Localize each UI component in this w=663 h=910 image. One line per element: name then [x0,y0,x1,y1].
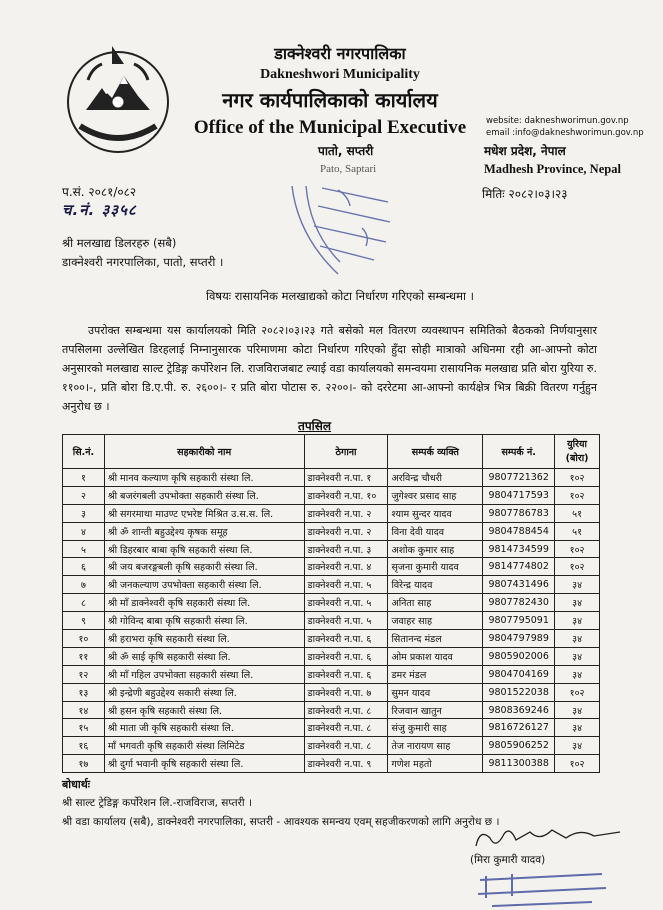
cell-contact-number: 9808369246 [483,701,555,719]
cell-urea: ३४ [555,647,600,665]
cell-contact-number: 9807786783 [483,504,555,522]
table-row [63,755,600,773]
cell-urea: ३४ [555,737,600,755]
cell-urea: ३४ [555,594,600,612]
cell-sn: ९ [63,612,105,630]
cell-contact-person: अनिता साह [388,594,483,612]
cell-contact-person: सृजना कुमारी यादव [388,558,483,576]
cell-address: डाक्नेश्वरी न.पा. ४ [304,558,388,576]
cell-cooperative-name: श्री इन्द्रेणी बहुउद्देश्य सकारी संस्था लि. [104,683,304,701]
cell-contact-number: 9805906252 [483,737,555,755]
nepal-emblem-icon [62,40,174,158]
cell-contact-person: रिजवान खातुन [388,701,483,719]
cell-sn: १० [63,630,105,648]
cc-line-1: श्री साल्ट ट्रेडिङ्ग कर्पोरेशन लि.-राजविराज, सप्तरी । [62,797,252,809]
cell-sn: ५ [63,540,105,558]
cell-sn: ४ [63,522,105,540]
place-en: Pato, Saptari [320,163,377,175]
header-urea: युरिया (बोरा) [555,435,600,469]
cell-contact-person: जुगेश्वर प्रसाद साह [388,486,483,504]
cc-line-2: श्री वडा कार्यालय (सबै), डाक्नेश्वरी नगरपालिका, सप्तरी - आवश्यक समन्वय एवम् सहजीकरणको लागि अनुरोध छ । [62,816,500,828]
cell-contact-number: 9804704169 [483,665,555,683]
cell-address: डाक्नेश्वरी न.पा. १० [304,486,388,504]
cell-contact-number: 9816726127 [483,719,555,737]
cell-contact-number: 9814734599 [483,540,555,558]
place-ne: पातो, सप्तरी [318,144,374,158]
cell-sn: १३ [63,683,105,701]
cell-contact-person: विरेन्द्र यादव [388,576,483,594]
dispatch-number: च.नं. ३३५८ [62,201,137,219]
cell-sn: २ [63,486,105,504]
cell-contact-number: 9807782430 [483,594,555,612]
cell-urea: ५१ [555,504,600,522]
cell-sn: ७ [63,576,105,594]
office-name-ne: नगर कार्यपालिकाको कार्यालय [222,88,438,112]
table-row [63,576,600,594]
table-header-row [63,435,600,469]
province-ne: मधेश प्रदेश, नेपाल [484,144,566,158]
name-stamp-icon [472,868,612,910]
cell-cooperative-name: श्री डिहरबार बाबा कृषि सहकारी संस्था लि. [104,540,304,558]
cell-address: डाक्नेश्वरी न.पा. ६ [304,630,388,648]
cell-contact-number: 9804788454 [483,522,555,540]
table-row [63,719,600,737]
signer-name: (मिरा कुमारी यादव) [470,854,546,866]
cell-address: डाक्नेश्वरी न.पा. ९ [304,755,388,773]
cell-urea: १०२ [555,486,600,504]
cell-contact-number: 9811300388 [483,755,555,773]
cell-contact-number: 9807795091 [483,612,555,630]
cell-contact-person: तेज नारायण साह [388,737,483,755]
cell-cooperative-name: श्री गोविन्द बाबा कृषि सहकारी संस्था लि. [104,612,304,630]
table-row [63,558,600,576]
cell-contact-person: डमर मंडल [388,665,483,683]
cell-address: डाक्नेश्वरी न.पा. ६ [304,665,388,683]
office-stamp-icon [278,176,404,284]
cell-urea: ३४ [555,665,600,683]
cell-cooperative-name: श्री जय बजरङ्गबली कृषि सहकारी संस्था लि. [104,558,304,576]
cell-contact-number: 9807431496 [483,576,555,594]
cell-urea: ३४ [555,701,600,719]
cell-urea: १०२ [555,540,600,558]
table-row [63,522,600,540]
cell-urea: ३४ [555,630,600,648]
header-cooperative-name: सहकारीको नाम [104,435,304,469]
cell-urea: ३४ [555,719,600,737]
cell-contact-person: ओम प्रकाश यादव [388,647,483,665]
cell-sn: १५ [63,719,105,737]
recipient-line-1: श्री मलखाद्य डिलरहरु (सबै) [62,236,177,250]
cell-address: डाक्नेश्वरी न.पा. ५ [304,576,388,594]
table-row [63,701,600,719]
cell-contact-person: अरविन्द्र चौधरी [388,469,483,487]
cell-contact-person: विना देवी यादव [388,522,483,540]
letter-subject: विषयः रासायनिक मलखाद्यको कोटा निर्धारण गरिएको सम्बन्धमा । [206,289,474,303]
cell-address: डाक्नेश्वरी न.पा. ५ [304,594,388,612]
cell-cooperative-name: श्री जनकल्याण उपभोक्ता सहकारी संस्था लि. [104,576,304,594]
cell-cooperative-name: श्री मानव कल्याण कृषि सहकारी संस्था लि. [104,469,304,487]
municipality-name-en: Dakneshwori Municipality [260,67,420,82]
cell-urea: ३४ [555,612,600,630]
cell-address: डाक्नेश्वरी न.पा. २ [304,504,388,522]
cell-cooperative-name: श्री हसन कृषि सहकारी संस्था लि. [104,701,304,719]
table-row [63,504,600,522]
cell-sn: १ [63,469,105,487]
cell-address: डाक्नेश्वरी न.पा. ८ [304,737,388,755]
cell-urea: १०२ [555,683,600,701]
cell-contact-number: 9805902006 [483,647,555,665]
cell-contact-person: श्याम सुन्दर यादव [388,504,483,522]
cell-sn: ६ [63,558,105,576]
cell-cooperative-name: श्री ॐ शान्ती बहुउद्देश्य कृषक समूह [104,522,304,540]
cell-contact-number: 9807721362 [483,469,555,487]
office-name-en: Office of the Municipal Executive [193,117,467,138]
table-row [63,486,600,504]
table-row [63,683,600,701]
header-sn: सि.नं. [63,435,105,469]
cell-address: डाक्नेश्वरी न.पा. २ [304,522,388,540]
cell-cooperative-name: श्री माता जी कृषि सहकारी संस्था लि. [104,719,304,737]
cell-cooperative-name: श्री सगरमाथा माउण्ट एभरेष्ट मिश्रित उ.स.स. लि. [104,504,304,522]
cell-sn: ८ [63,594,105,612]
cell-cooperative-name: श्री माँ डाक्नेश्वरी कृषि सहकारी संस्था लि. [104,594,304,612]
table-row [63,612,600,630]
cell-address: डाक्नेश्वरी न.पा. ८ [304,719,388,737]
cell-urea: ५१ [555,522,600,540]
cc-heading: बोधार्थः [62,778,90,791]
cell-contact-number: 9804797989 [483,630,555,648]
cell-address: डाक्नेश्वरी न.पा. ८ [304,701,388,719]
recipient-line-2: डाक्नेश्वरी नगरपालिका, पातो, सप्तरी । [62,255,224,269]
cell-sn: ३ [63,504,105,522]
cell-sn: १६ [63,737,105,755]
letter-body: उपरोक्त सम्बन्धमा यस कार्यालयको मिति २०८२।०३।२३ गते बसेको मल वितरण व्यवस्थापन समितिको बैठकको निर्णयानुसार तपसिलमा उल्लेखित डिरहलाई निम्नानुसारक परिमाणमा कोटा निर्धारण गरिएको हुँदा सोही मात्राको अधिनमा रही आ-आफ्नो कोटा अनुसारको मलखाद्य साल्ट ट्रेडिङ्ग कर्पोरेशन लि. राजविराजबाट ल्याई वडा कार्यालयको समन्वयमा रासायनिक मलखाद्य प्रति बोरा युरिया रु. ११००।-, प्रति बोरा डि.ए.पी. रु. २६००।- र प्रति बोरा पोटास रु. २२००।- को दररेटमा आ-आफ्नो कार्यक्षेत्र भित्र बिक्री वितरण गर्नुहुन अनुरोध छ । [62,324,597,413]
table-row [63,647,600,665]
reference-number: प.सं. २०८१/०८२ [62,185,137,199]
table-row [63,737,600,755]
cell-cooperative-name: श्री ॐ साई कृषि सहकारी संस्था लि. [104,647,304,665]
cell-contact-number: 9801522038 [483,683,555,701]
cell-contact-number: 9814774802 [483,558,555,576]
cell-contact-number: 9804717593 [483,486,555,504]
cell-contact-person: संजु कुमारी साह [388,719,483,737]
cell-address: डाक्नेश्वरी न.पा. ३ [304,540,388,558]
province-en: Madhesh Province, Nepal [484,162,621,176]
cell-cooperative-name: श्री हराभरा कृषि सहकारी संस्था लि. [104,630,304,648]
cell-contact-person: जवाहर साह [388,612,483,630]
cell-address: डाक्नेश्वरी न.पा. १ [304,469,388,487]
cell-cooperative-name: श्री बजरंगबली उपभोक्ता सहकारी संस्था लि. [104,486,304,504]
municipality-name-ne: डाक्नेश्वरी नगरपालिका [274,44,406,63]
cell-address: डाक्नेश्वरी न.पा. ७ [304,683,388,701]
table-row [63,630,600,648]
cell-address: डाक्नेश्वरी न.पा. ६ [304,647,388,665]
details-heading: तपसिल [298,419,332,433]
header-contact-number: सम्पर्क नं. [483,435,555,469]
cell-contact-person: सुमन यादव [388,683,483,701]
cell-address: डाक्नेश्वरी न.पा. ५ [304,612,388,630]
website-text: website: dakneshworimun.gov.np [486,116,629,126]
cell-urea: १०२ [555,469,600,487]
cell-cooperative-name: माँ भगवती कृषि सहकारी संस्था लिमिटेड [104,737,304,755]
cell-sn: १२ [63,665,105,683]
cell-sn: १७ [63,755,105,773]
quota-table [62,434,600,773]
cell-contact-person: सितानन्द मंडल [388,630,483,648]
cell-urea: १०२ [555,755,600,773]
cell-urea: १०२ [555,558,600,576]
header-address: ठेगाना [304,435,388,469]
table-row [63,469,600,487]
table-row [63,665,600,683]
header-contact-person: सम्पर्क व्यक्ति [388,435,483,469]
cell-cooperative-name: श्री दुर्गा भवानी कृषि सहकारी संस्था लि. [104,755,304,773]
letter-date: मितिः २०८२।०३।२३ [482,187,568,201]
cell-sn: १४ [63,701,105,719]
cell-contact-person: अशोक कुमार साह [388,540,483,558]
email-text: email :info@dakneshworimun.gov.np [486,128,644,138]
cell-urea: ३४ [555,576,600,594]
cell-cooperative-name: श्री माँ गहिल उपभोक्ता सहकारी संस्था लि. [104,665,304,683]
table-row [63,540,600,558]
table-row [63,594,600,612]
cell-sn: ११ [63,647,105,665]
cell-contact-person: गणेश महतो [388,755,483,773]
